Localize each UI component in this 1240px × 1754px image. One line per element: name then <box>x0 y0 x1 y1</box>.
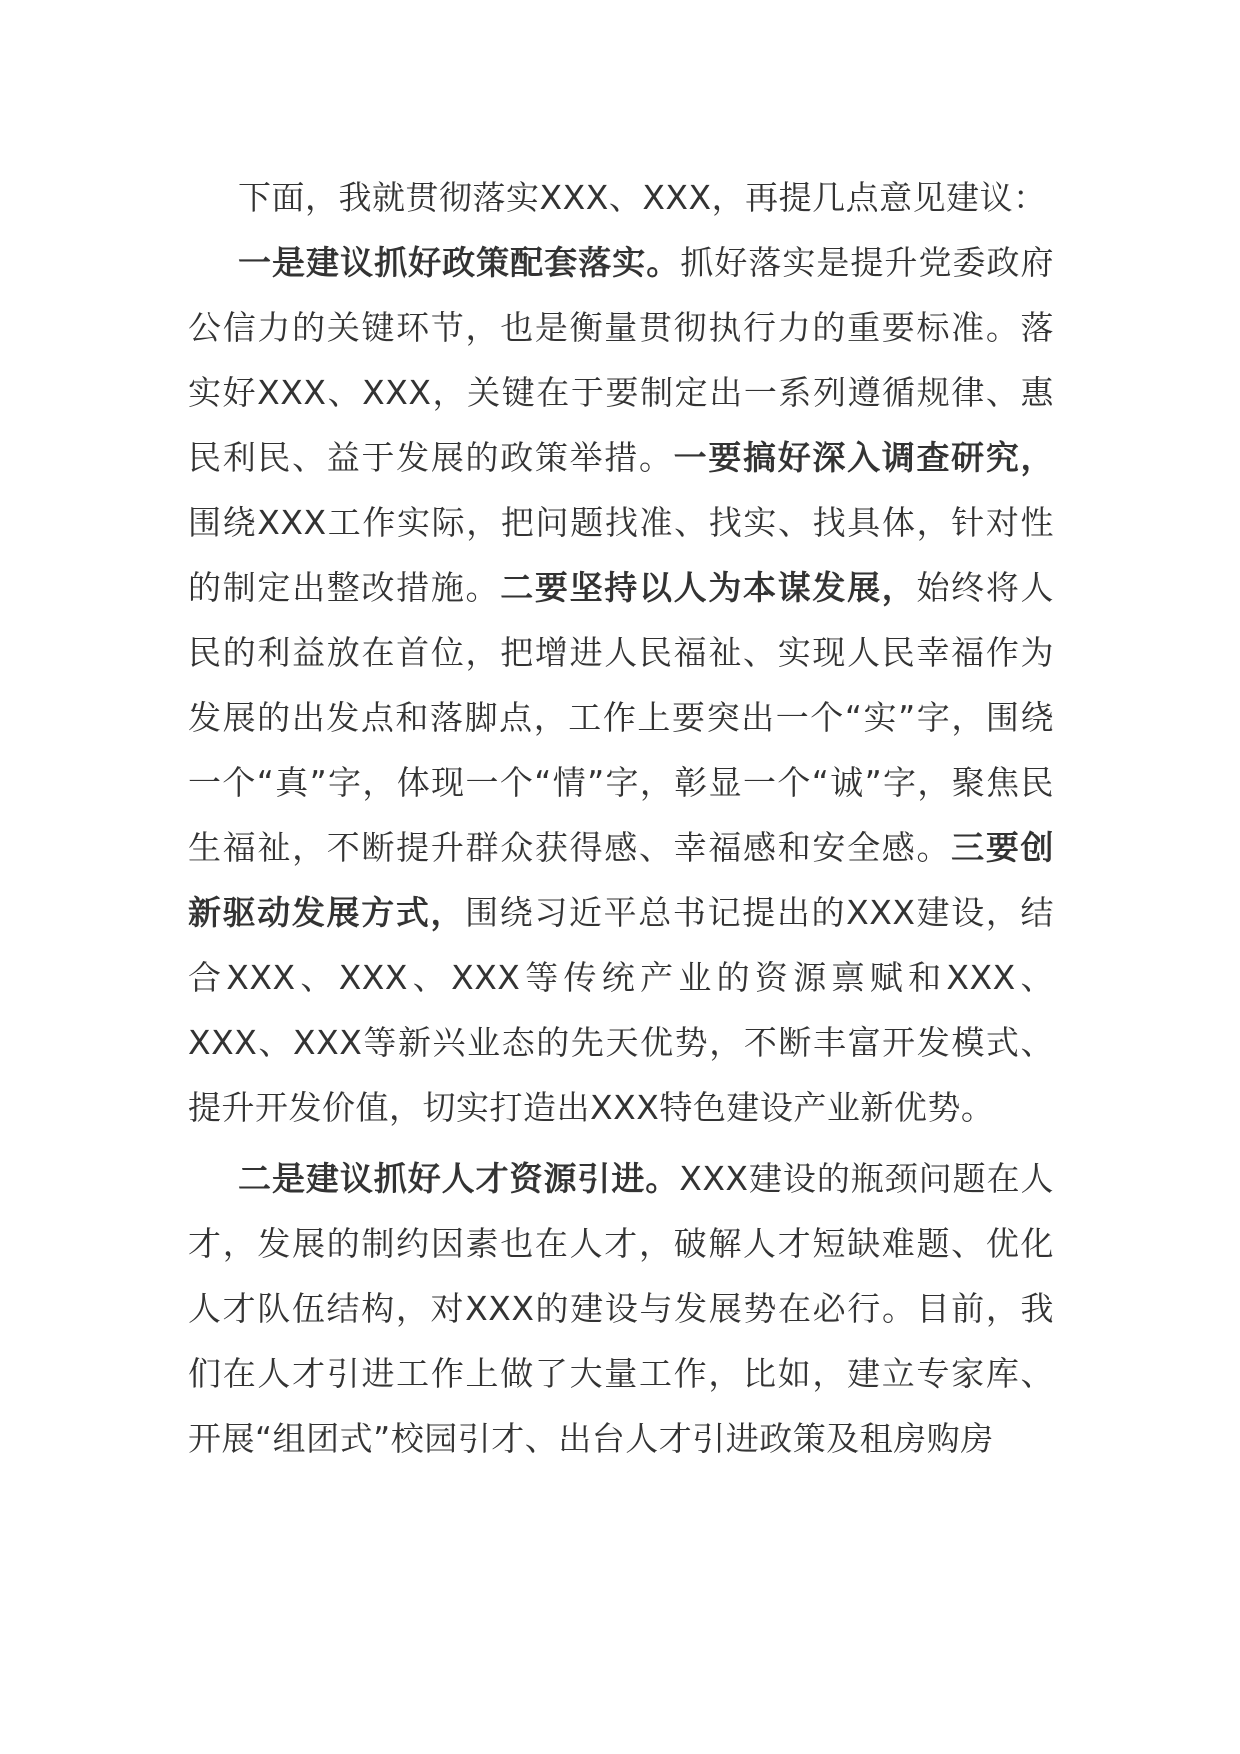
paragraph-policy-subheading-1: 一要搞好深入调查研究， <box>673 438 1054 477</box>
paragraph-policy-text-2: 围绕XXX工作实际，把问题找准、找实、找具体，针对性的制定出整改措施。 <box>188 503 1054 607</box>
paragraph-policy-text-1: 抓好落实是提升党委政府公信力的关键环节，也是衡量贯彻执行力的重要标准。落实好XXX、XXX，关键在于要制定出一系列遵循规律、惠民利民、益于发展的政策举措。 <box>188 243 1055 477</box>
paragraph-policy-heading: 一是建议抓好政策配套落实。 <box>238 243 681 282</box>
paragraph-policy-text-4: 围绕习近平总书记提出的XXX建设，结合XXX、XXX、XXX等传统产业的资源禀赋和XXX、XXX、XXX等新兴业态的先天优势，不断丰富开发模式、提升开发价值，切实打造出XXX特色建设产业新优势。 <box>188 893 1054 1127</box>
paragraph-policy-text-3: 始终将人民的利益放在首位，把增进人民福祉、实现人民幸福作为发展的出发点和落脚点，工作上要突出一个“实”字，围绕一个“真”字，体现一个“情”字，彰显一个“诚”字，聚焦民生福祉，不断提升群众获得感、幸福感和安全感。 <box>188 568 1054 867</box>
paragraph-policy <box>188 230 1054 1140</box>
intro-text: 下面，我就贯彻落实XXX、XXX，再提几点意见建议： <box>238 178 1047 217</box>
paragraph-talent-heading: 二是建议抓好人才资源引进。 <box>238 1159 680 1198</box>
document-body <box>188 165 1054 1471</box>
paragraph-policy-subheading-2: 二要坚持以人为本谋发展， <box>500 568 917 607</box>
paragraph-policy-subheading-3: 三要创新驱动发展方式， <box>188 828 1054 932</box>
paragraph-talent <box>188 1146 1054 1471</box>
intro-paragraph <box>188 165 1054 230</box>
paragraph-talent-text-1: XXX建设的瓶颈问题在人才，发展的制约因素也在人才，破解人才短缺难题、优化人才队伍结构，对XXX的建设与发展势在必行。目前，我们在人才引进工作上做了大量工作，比如，建立专家库、开展“组团式”校园引才、出台人才引进政策及租房购房 <box>188 1159 1054 1458</box>
